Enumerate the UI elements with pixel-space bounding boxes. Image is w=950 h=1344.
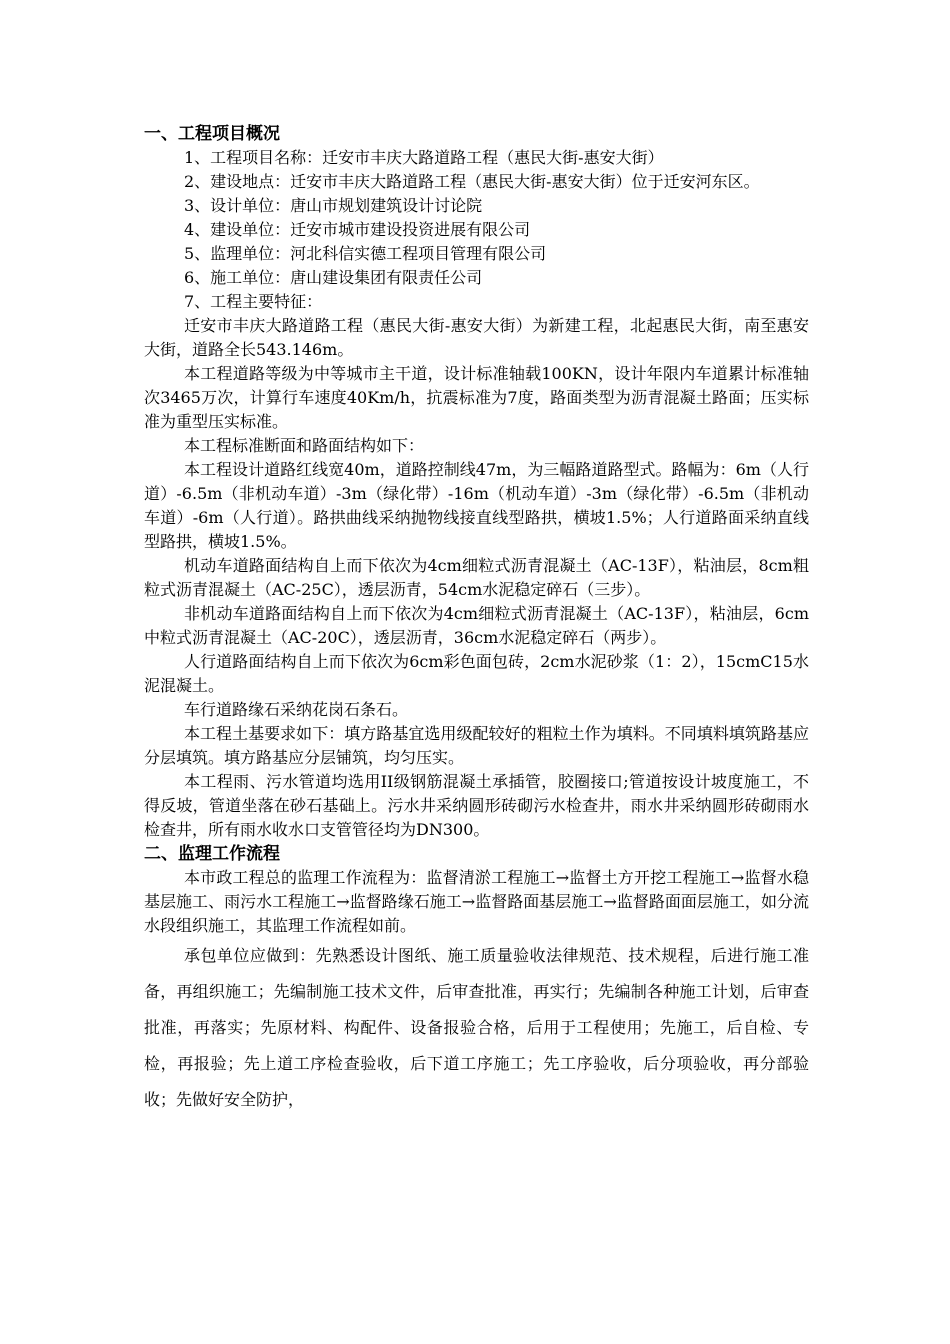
subgrade-requirements-paragraph: 本工程土基要求如下：填方路基宜选用级配较好的粗粒土作为填料。不同填料填筑路基应分层填筑。填方路基应分层铺筑，均匀压实。: [144, 724, 809, 767]
section-1-heading: 一、工程项目概况: [144, 124, 280, 144]
drainage-pipes-paragraph: 本工程雨、污水管道均选用II级钢筋混凝土承插管，胶圈接口;管道按设计坡度施工，不得反坡，管道坐落在砂石基础上。污水井采纳圆形砖砌污水检查井，雨水井采纳圆形砖砌雨水检查井，所有雨水收水口支管管径均为DN300。: [144, 772, 809, 839]
document-page: [144, 122, 809, 1118]
cross-section-intro-paragraph: 本工程标准断面和路面结构如下：: [184, 436, 425, 455]
contractor-unit-line: 6、施工单位：唐山建设集团有限责任公司: [184, 268, 483, 287]
project-overview-paragraph: 迁安市丰庆大路道路工程（惠民大街-惠安大街）为新建工程，北起惠民大街，南至惠安大街，道路全长543.146m。: [144, 316, 809, 359]
non-motor-lane-structure-paragraph: 非机动车道路面结构自上而下依次为4cm细粒式沥青混凝土（AC-13F），粘油层，6cm中粒式沥青混凝土（AC-20C），透层沥青，36cm水泥稳定碎石（两步）。: [144, 604, 809, 647]
workflow-paragraph: 本市政工程总的监理工作流程为：监督清淤工程施工→监督土方开挖工程施工→监督水稳基层施工、雨污水工程施工→监督路缘石施工→监督路面基层施工→监督路面面层施工，如分流水段组织施工，其监理工作流程如前。: [144, 868, 809, 935]
construction-unit-line: 4、建设单位：迁安市城市建设投资进展有限公司: [184, 220, 531, 239]
curb-stone-paragraph: 车行道路缘石采纳花岗石条石。: [184, 700, 409, 719]
contractor-duties-paragraph: 承包单位应做到：先熟悉设计图纸、施工质量验收法律规范、技术规程，后进行施工准备，再组织施工；先编制施工技术文件，后审查批准，再实行；先编制各种施工计划，后审查批准，再落实；先原材料、构配件、设备报验合格，后用于工程使用；先施工，后自检、专检，再报验；先上道工序检查验收，后下道工序施工；先工序验收，后分项验收，再分部验收；先做好安全防护，: [144, 946, 809, 1109]
project-name-line: 1、工程项目名称：迁安市丰庆大路道路工程（惠民大街-惠安大街）: [184, 148, 664, 167]
supervision-unit-line: 5、监理单位：河北科信实德工程项目管理有限公司: [184, 244, 547, 263]
road-grade-paragraph: 本工程道路等级为中等城市主干道，设计标准轴载100KN，设计年限内车道累计标准轴次3465万次，计算行车速度40Km/h，抗震标准为7度，路面类型为沥青混凝土路面；压实标准为重型压实标准。: [144, 364, 809, 431]
design-unit-line: 3、设计单位：唐山市规划建筑设计讨论院: [184, 196, 483, 215]
construction-site-line: 2、建设地点：迁安市丰庆大路道路工程（惠民大街-惠安大街）位于迁安河东区。: [184, 172, 760, 191]
motor-lane-structure-paragraph: 机动车道路面结构自上而下依次为4cm细粒式沥青混凝土（AC-13F），粘油层，8cm粗粒式沥青混凝土（AC-25C），透层沥青，54cm水泥稳定碎石（三步）。: [144, 556, 809, 599]
sidewalk-structure-paragraph: 人行道路面结构自上而下依次为6cm彩色面包砖，2cm水泥砂浆（1：2），15cmC15水泥混凝土。: [144, 652, 809, 695]
main-features-line: 7、工程主要特征：: [184, 292, 323, 311]
road-width-paragraph: 本工程设计道路红线宽40m，道路控制线47m，为三幅路道路型式。路幅为：6m（人行道）-6.5m（非机动车道）-3m（绿化带）-16m（机动车道）-3m（绿化带）-6.5m（非机动车道）-6m（人行道）。路拱曲线采纳抛物线接直线型路拱，横坡1.5%；人行道路面采纳直线型路拱，横坡1.5%。: [144, 460, 809, 551]
section-2-heading: 二、监理工作流程: [144, 844, 280, 864]
